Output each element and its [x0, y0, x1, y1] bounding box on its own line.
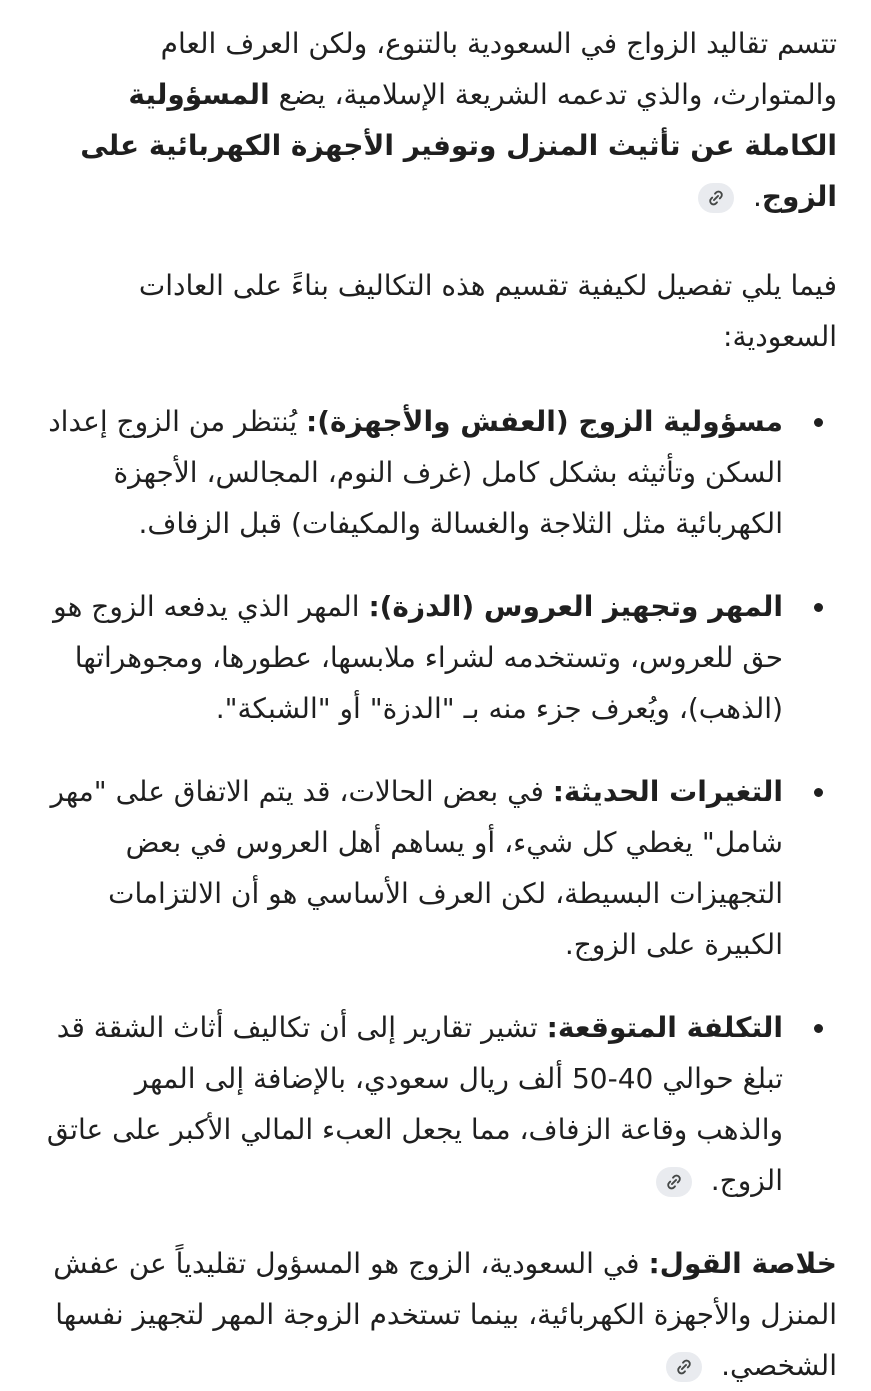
list-item-text: المهر الذي يدفعه الزوج هو حق للعروس، وتستخدمه لشراء ملابسها، عطورها، ومجوهراتها (الذهب)، ويُعرف جزء منه بـ "الدزة" أو "الشبكة".: [53, 590, 783, 725]
list-item-label: المهر وتجهيز العروس (الدزة):: [368, 590, 783, 623]
source-link-chip[interactable]: [656, 1167, 692, 1197]
list-item-text: في بعض الحالات، قد يتم الاتفاق على "مهر شامل" يغطي كل شيء، أو يساهم أهل العروس في بعض التجهيزات البسيطة، لكن العرف الأساسي هو أن الالتزامات الكبيرة على الزوج.: [50, 775, 783, 961]
cost-breakdown-list: [40, 396, 837, 1206]
list-item-expected-cost: [40, 1002, 783, 1206]
intro-text-end: .: [752, 180, 762, 213]
list-item-modern-changes: [40, 766, 783, 970]
list-item-text: يُنتظر من الزوج إعداد السكن وتأثيثه بشكل كامل (غرف النوم، المجالس، الأجهزة الكهربائية مثل الثلاجة والغسالة والمكيفات) قبل الزفاف.: [48, 405, 783, 540]
list-item-groom-responsibility: [40, 396, 783, 549]
source-link-chip[interactable]: [666, 1352, 702, 1382]
list-item-dowry: [40, 581, 783, 734]
link-icon: [674, 1357, 694, 1377]
list-item-label: التغيرات الحديثة:: [552, 775, 783, 808]
link-icon: [664, 1172, 684, 1192]
conclusion-label: خلاصة القول:: [648, 1247, 837, 1280]
list-item-label: التكلفة المتوقعة:: [546, 1011, 783, 1044]
intro-bold-statement: المسؤولية الكاملة عن تأثيث المنزل وتوفير الأجهزة الكهربائية على الزوج: [80, 78, 837, 213]
link-icon: [706, 188, 726, 208]
intro-paragraph: [40, 18, 837, 222]
intro-text-start: تتسم تقاليد الزواج في السعودية بالتنوع، ولكن العرف العام والمتوارث، والذي تدعمه الشريعة الإسلامية، يضع: [160, 27, 837, 111]
list-item-label: مسؤولية الزوج (العفش والأجهزة):: [306, 405, 783, 438]
conclusion-text: في السعودية، الزوج هو المسؤول تقليدياً عن عفش المنزل والأجهزة الكهربائية، بينما تستخدم الزوجة المهر لتجهيز نفسها الشخصي.: [53, 1247, 837, 1382]
list-item-text: تشير تقارير إلى أن تكاليف أثاث الشقة قد تبلغ حوالي 40-50 ألف ريال سعودي، بالإضافة إلى المهر والذهب وقاعة الزفاف، مما يجعل العبء المالي الأكبر على عاتق الزوج.: [46, 1011, 783, 1197]
lead-paragraph: فيما يلي تفصيل لكيفية تقسيم هذه التكاليف بناءً على العادات السعودية:: [138, 269, 837, 353]
conclusion-paragraph: [40, 1238, 837, 1391]
source-link-chip[interactable]: [698, 183, 734, 213]
